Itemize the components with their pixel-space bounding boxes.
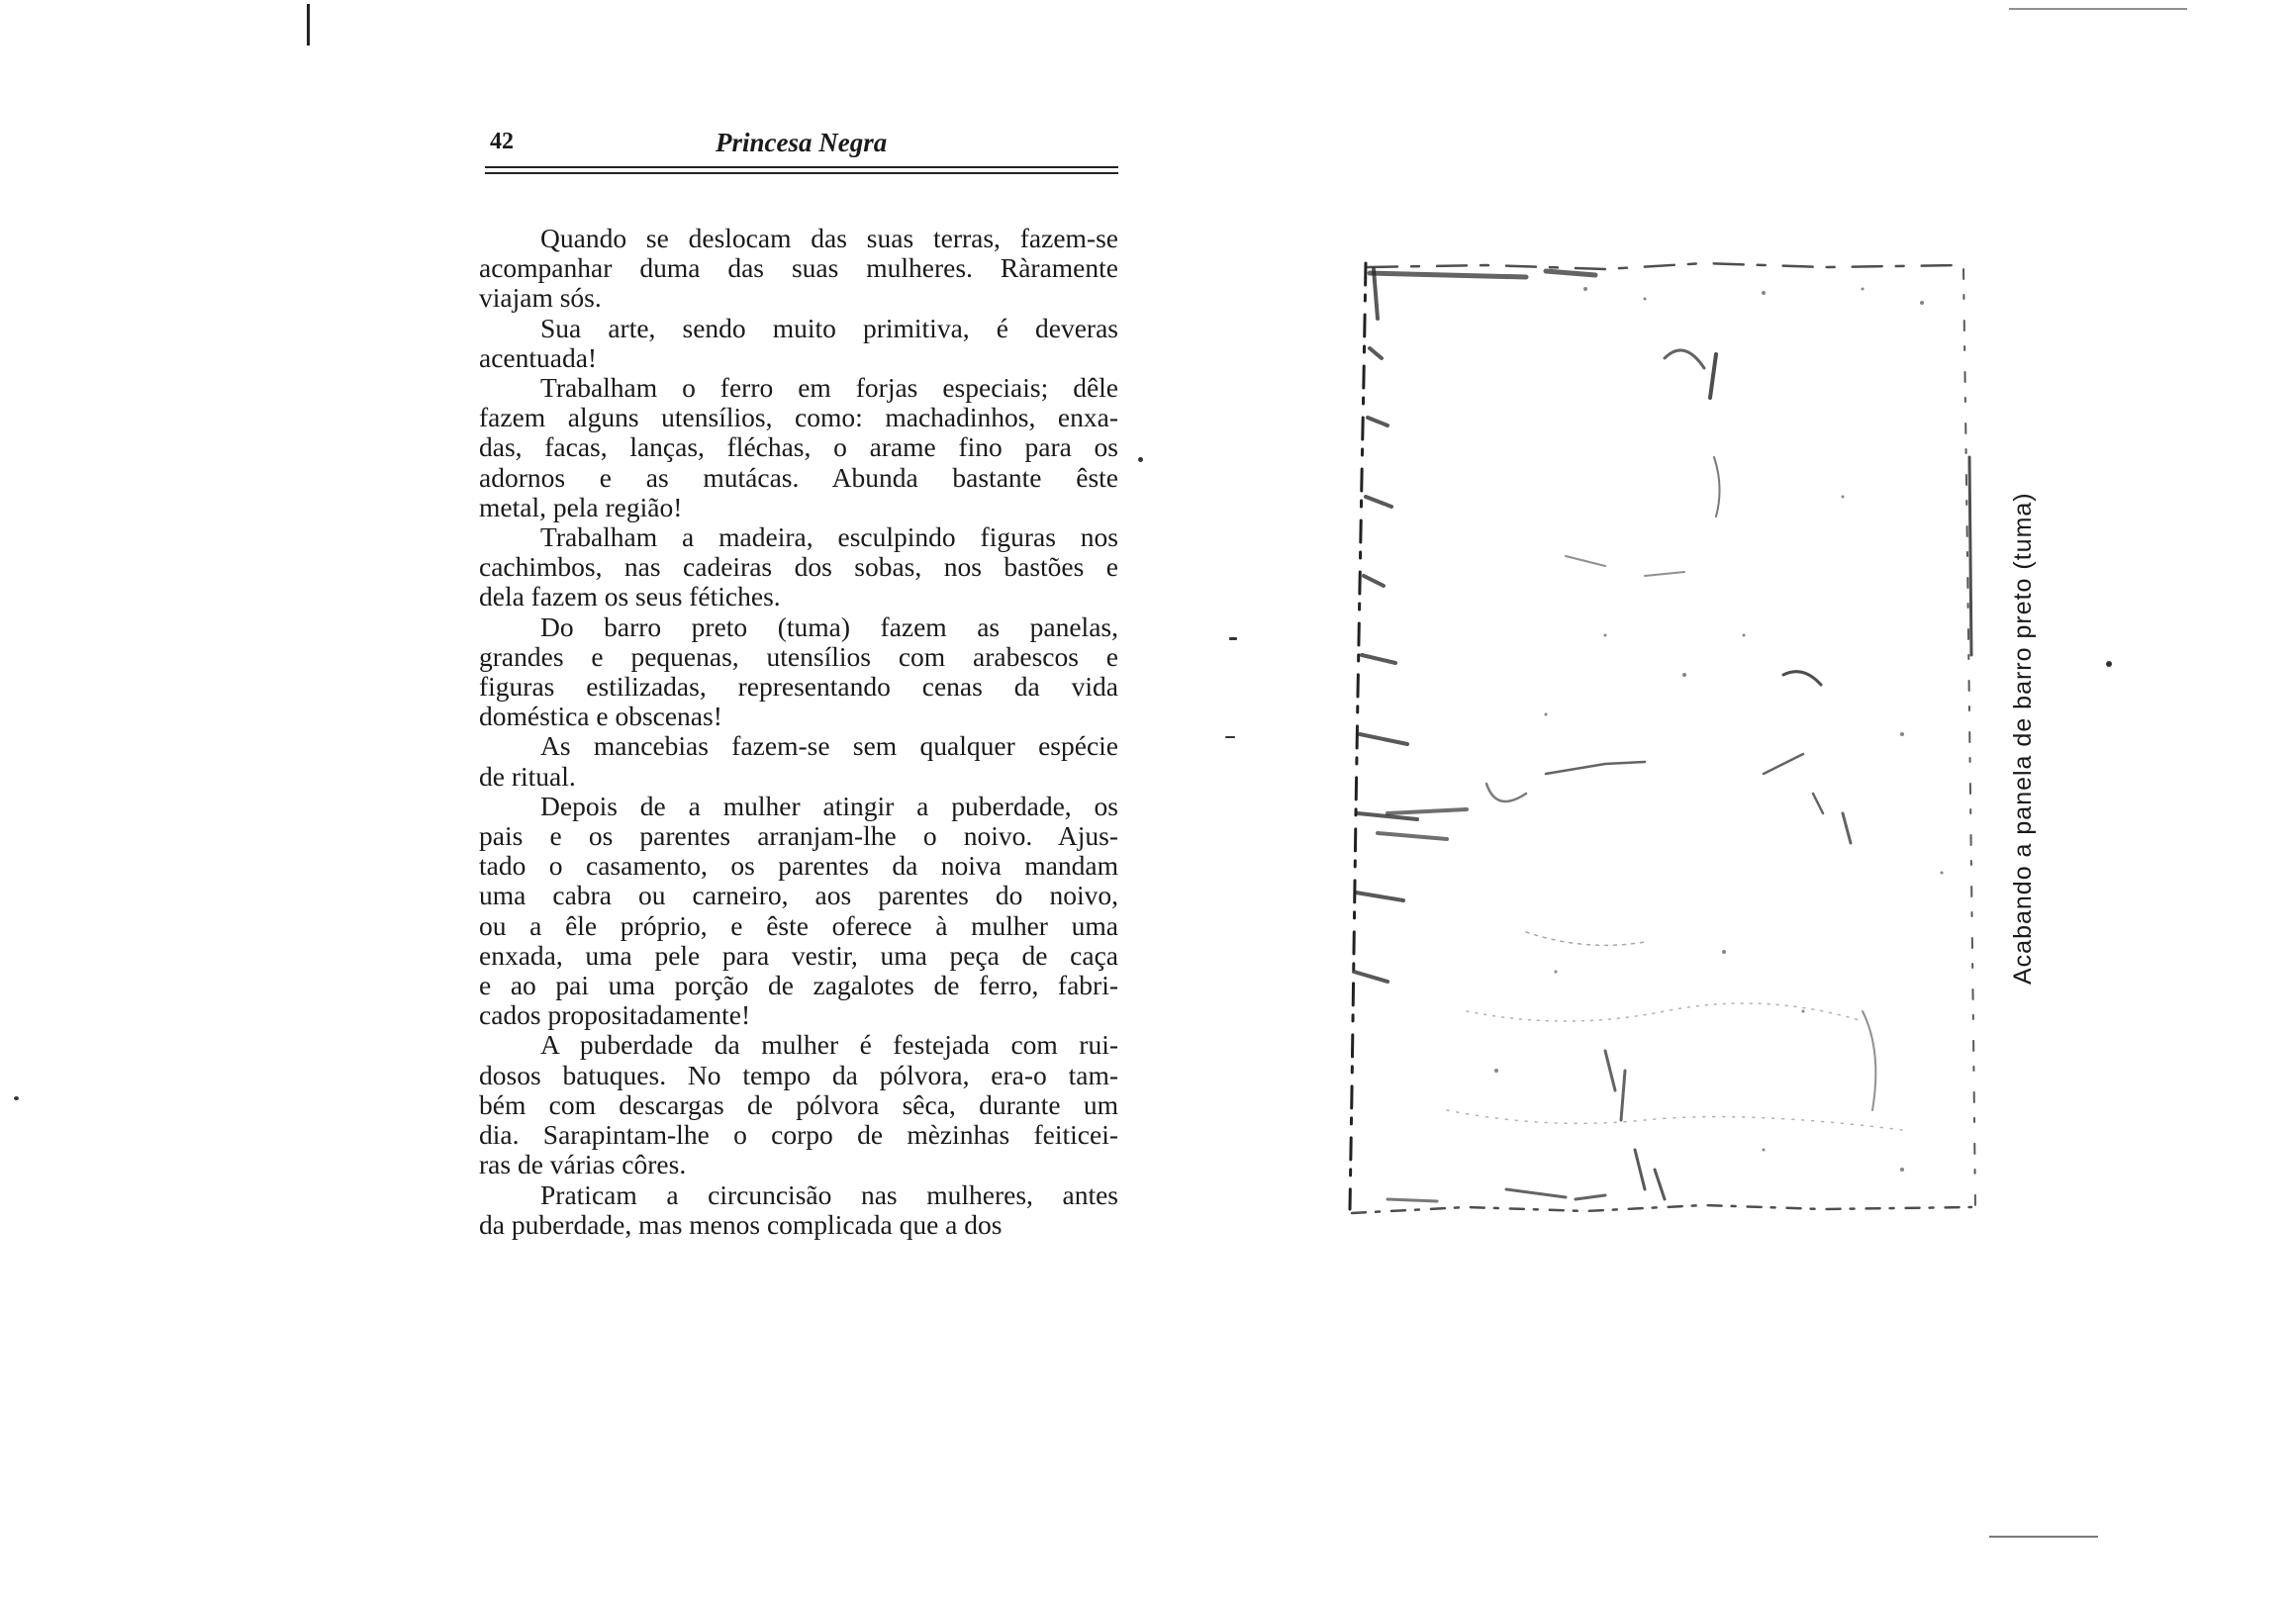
scan-mark-bottom-right (1989, 1536, 2098, 1538)
scan-mark-top-right (2009, 8, 2187, 10)
text-line: tado o casamento, os parentes da noiva mandam (479, 850, 1118, 882)
text-line: das, facas, lanças, fléchas, o arame fino para os (479, 431, 1118, 463)
text-line: doméstica e obscenas! (479, 701, 722, 732)
body-paragraph (479, 522, 1118, 612)
page-number: 42 (490, 129, 514, 154)
body-text (479, 224, 1118, 1240)
text-line: ras de várias côres. (479, 1149, 687, 1180)
text-line: As mancebias fazem-se sem qualquer espécie (540, 730, 1118, 762)
text-line: dosos batuques. No tempo da pólvora, era-o tam- (479, 1059, 1118, 1090)
text-line: grandes e pequenas, utensílios com arabescos e (479, 640, 1118, 672)
body-paragraph (479, 731, 1118, 791)
text-line: enxada, uma pele para vestir, uma peça de caça (479, 939, 1118, 971)
text-line: fazem alguns utensílios, como: machadinhos, enxa- (479, 402, 1118, 433)
text-line: uma cabra ou carneiro, aos parentes do noivo, (479, 880, 1118, 911)
body-paragraph (479, 373, 1118, 522)
text-line: ou a êle próprio, e êste oferece à mulher uma (479, 909, 1118, 941)
text-line: Sua arte, sendo muito primitiva, é deveras (540, 312, 1118, 343)
running-title: Princesa Negra (716, 128, 888, 157)
faded-photograph-icon (1348, 259, 1979, 1219)
text-line: cados propositadamente! (479, 999, 751, 1031)
text-line: Quando se deslocam das suas terras, fazem-se (540, 223, 1118, 253)
body-paragraph (479, 314, 1118, 373)
header-rule-upper (485, 166, 1118, 168)
header-rule-lower (485, 172, 1118, 174)
text-line: Do barro preto (tuma) fazem as panelas, (540, 611, 1118, 642)
body-paragraph (479, 224, 1118, 314)
text-line: de ritual. (479, 760, 576, 792)
body-paragraph (479, 792, 1118, 1031)
text-line: pais e os parentes arranjam-lhe o noivo. Ajus- (479, 820, 1118, 852)
scan-mark-top-left (307, 4, 310, 46)
scan-speck (1225, 736, 1235, 738)
text-line: dia. Sarapintam-lhe o corpo de mèzinhas feiticei- (479, 1119, 1118, 1151)
body-paragraph (479, 1180, 1118, 1240)
text-line: da puberdade, mas menos complicada que a dos (479, 1208, 1003, 1240)
text-line: acompanhar duma das suas mulheres. Ràramente (479, 252, 1118, 284)
text-line: Praticam a circuncisão nas mulheres, antes (540, 1178, 1118, 1210)
text-line: Depois de a mulher atingir a puberdade, os (540, 790, 1118, 821)
text-line: A puberdade da mulher é festejada com rui- (540, 1029, 1118, 1061)
text-line: adornos e as mutácas. Abunda bastante êste (479, 461, 1118, 493)
text-line: cachimbos, nas cadeiras dos sobas, nos bastões e (479, 551, 1118, 583)
text-line: Trabalham o ferro em forjas especiais; dêle (540, 372, 1118, 404)
text-line: e ao pai uma porção de zagalotes de ferro, fabri- (479, 970, 1118, 1001)
scan-speck (2106, 661, 2112, 667)
body-paragraph (479, 1030, 1118, 1179)
text-line: figuras estilizadas, representando cenas da vida (479, 671, 1118, 703)
scan-speck (14, 1096, 19, 1100)
running-header (485, 125, 1118, 164)
body-paragraph (479, 612, 1118, 732)
text-line: metal, pela região! (479, 491, 683, 522)
text-line: viajam sós. (479, 282, 602, 314)
text-line: acentuada! (479, 341, 598, 373)
text-line: bém com descargas de pólvora sêca, durante um (479, 1088, 1118, 1120)
scan-speck (1138, 457, 1143, 462)
text-line: dela fazem os seus fétiches. (479, 581, 781, 612)
scan-speck (1229, 637, 1237, 640)
text-line: Trabalham a madeira, esculpindo figuras nos (540, 521, 1118, 553)
photo-caption: Acabando a panela de barro preto (tuma) (2009, 492, 2037, 985)
